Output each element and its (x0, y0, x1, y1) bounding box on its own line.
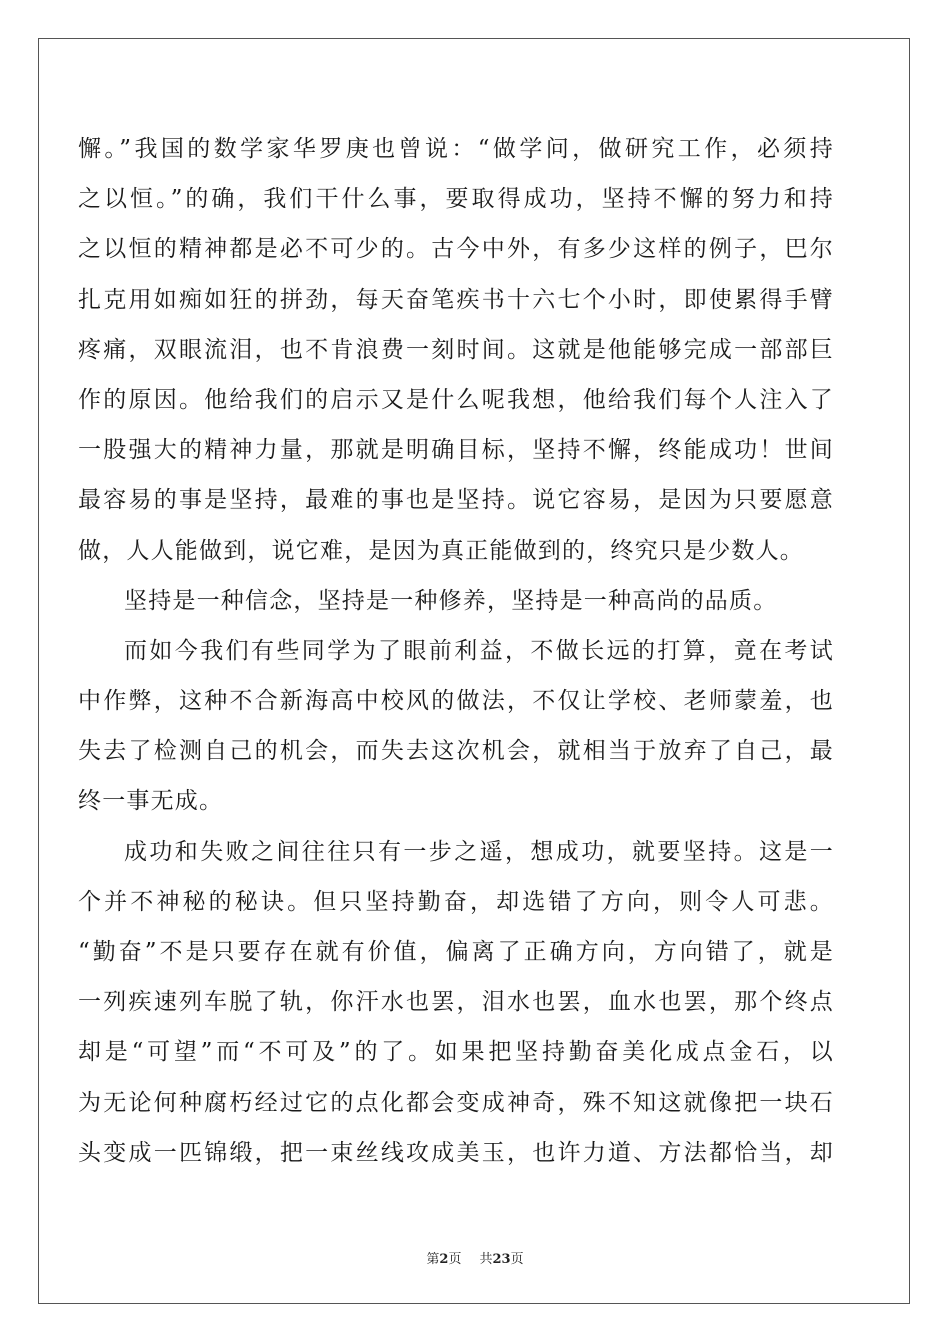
text-line: 一股强大的精神力量，那就是明确目标，坚持不懈，终能成功！世间 (78, 437, 834, 464)
text-line: 头变成一匹锦缎，把一束丝线攻成美玉，也许力道、方法都恰当，却 (78, 1139, 834, 1166)
text-line: 懈。”我国的数学家华罗庚也曾说：“做学问，做研究工作，必须持 (78, 136, 834, 162)
text-line: 个并不神秘的秘诀。但只坚持勤奋，却选错了方向，则令人可悲。 (78, 888, 834, 915)
text-line: 却是“可望”而“不可及”的了。如果把坚持勤奋美化成点金石，以 (78, 1039, 834, 1066)
paragraph-start-line: 成功和失败之间往往只有一步之遥，想成功，就要坚持。这是一 (124, 838, 834, 865)
text-line: 失去了检测自己的机会，而失去这次机会，就相当于放弃了自己，最 (78, 738, 834, 765)
text-line: 一列疾速列车脱了轨，你汗水也罢，泪水也罢，血水也罢，那个终点 (78, 989, 834, 1016)
total-label-prefix: 共 (479, 1252, 493, 1267)
text-line: 最容易的事是坚持，最难的事也是坚持。说它容易，是因为只要愿意 (78, 487, 834, 514)
text-line: 之以恒。”的确，我们干什么事，要取得成功，坚持不懈的努力和持 (78, 186, 834, 213)
paragraph-start-line: 坚持是一种信念，坚持是一种修养，坚持是一种高尚的品质。 (124, 587, 778, 614)
text-line: 为无论何种腐朽经过它的点化都会变成神奇，殊不知这就像把一块石 (78, 1089, 834, 1116)
text-line: 中作弊，这种不合新海高中校风的做法，不仅让学校、老师蒙羞，也 (78, 688, 834, 715)
text-line: 做，人人能做到，说它难，是因为真正能做到的，终究只是少数人。 (78, 537, 804, 564)
total-pages: 23 (492, 1252, 511, 1267)
document-body (78, 124, 834, 1178)
page-number: 2 (439, 1252, 449, 1267)
text-line: 扎克用如痴如狂的拼劲，每天奋笔疾书十六七个小时，即使累得手臂 (78, 286, 834, 313)
text-line: 疼痛，双眼流泪，也不肯浪费一刻时间。这就是他能够完成一部部巨 (78, 336, 834, 363)
text-line: 终一事无成。 (78, 788, 224, 815)
text-line: 之以恒的精神都是必不可少的。古今中外，有多少这样的例子，巴尔 (78, 236, 834, 263)
text-line: 作的原因。他给我们的启示又是什么呢我想，他给我们每个人注入了 (78, 386, 834, 413)
page-label-suffix: 页 (448, 1252, 462, 1267)
total-label-suffix: 页 (510, 1252, 524, 1267)
page-footer (0, 1248, 950, 1267)
paragraph-start-line: 而如今我们有些同学为了眼前利益，不做长远的打算，竟在考试 (124, 637, 834, 664)
page-label-prefix: 第 (426, 1252, 440, 1267)
text-line: “勤奋”不是只要存在就有价值，偏离了正确方向，方向错了，就是 (78, 939, 834, 965)
